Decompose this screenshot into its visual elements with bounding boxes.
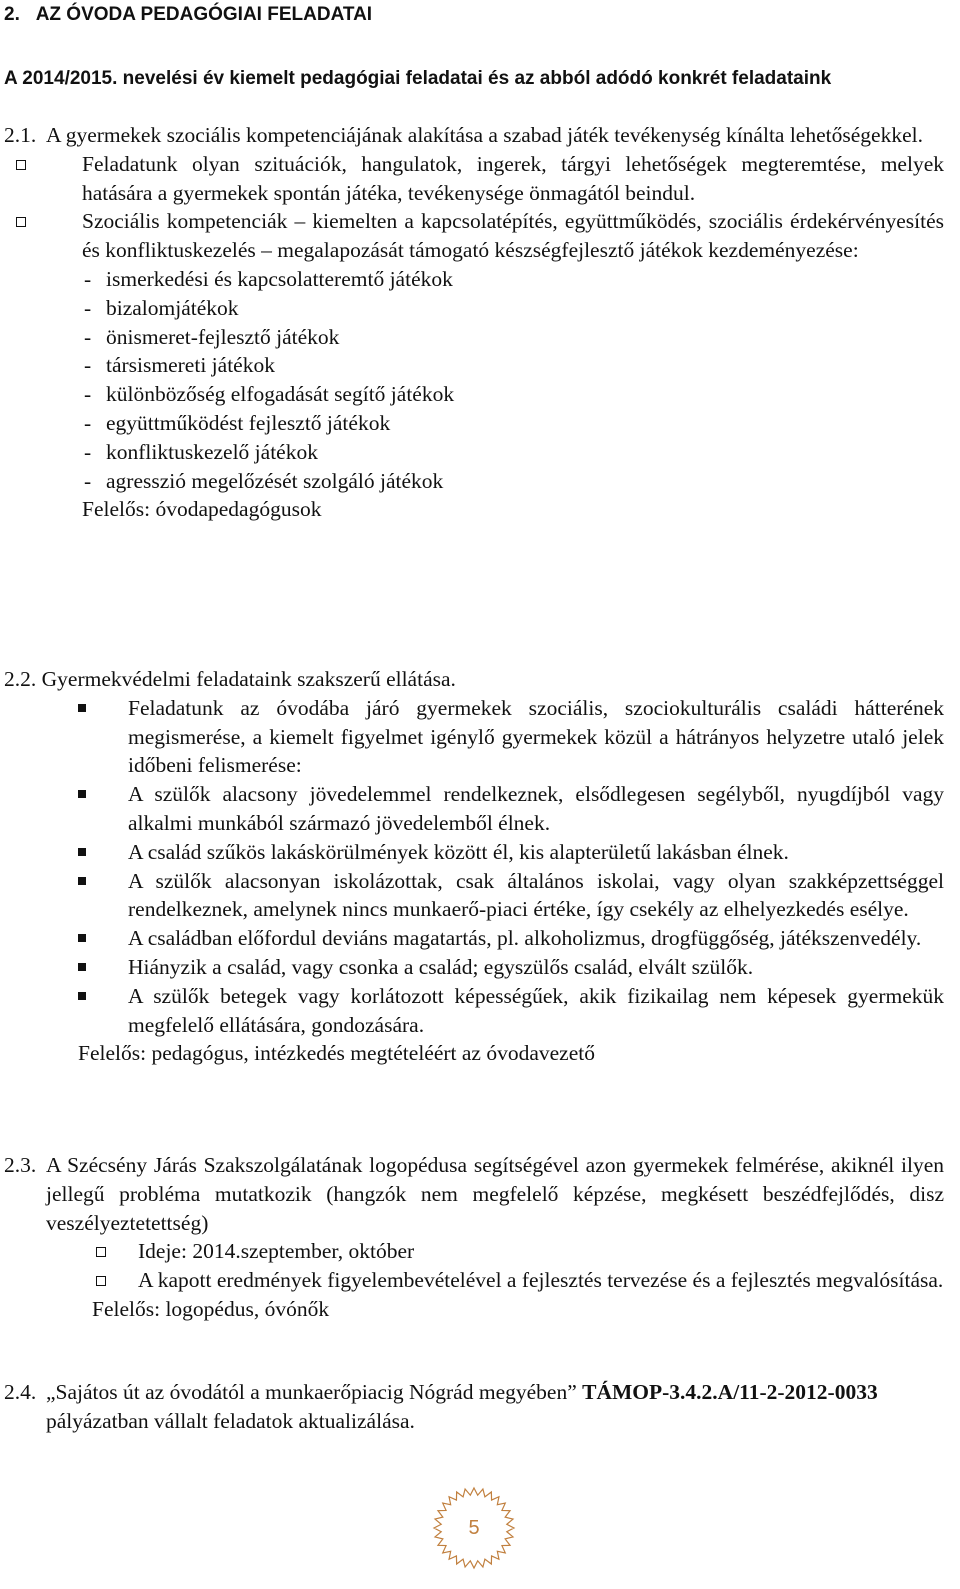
subsection-2-1-bullets — [4, 150, 944, 524]
list-item-text: Ideje: 2014.szeptember, október — [138, 1239, 415, 1264]
project-code: TÁMOP-3.4.2.A/11-2-2012-0033 — [582, 1380, 878, 1404]
subsection-2-4-text — [4, 1378, 944, 1436]
subsection-2-1 — [4, 121, 944, 524]
responsible-line: Felelős: logopédus, óvónők — [92, 1296, 330, 1321]
list-item — [4, 924, 944, 953]
subsection-number: 2.4. — [4, 1380, 37, 1404]
dash-list-item-text: önismeret-fejlesztő játékok — [106, 324, 340, 349]
project-suffix: pályázatban vállalt feladatok aktualizálása. — [46, 1408, 415, 1433]
list-item-text: A család szűkös lakáskörülmények között él, kis alapterületű lakásban élnek. — [128, 839, 789, 864]
list-item — [96, 1237, 944, 1266]
list-item — [4, 982, 944, 1040]
dash-list-item: - együttműködést fejlesztő játékok — [84, 409, 944, 438]
dash-list-item-text: társismereti játékok — [106, 353, 275, 378]
page-number-badge — [432, 1486, 516, 1570]
list-item — [4, 867, 944, 925]
list-item — [4, 694, 944, 780]
section-subtitle: A 2014/2015. nevelési év kiemelt pedagógiai feladatai és az abból adódó konkrét feladataink — [4, 68, 832, 89]
square-bullet-icon — [78, 848, 86, 856]
dash-list-item-text: együttműködést fejlesztő játékok — [106, 410, 391, 435]
subsection-text: A Szécsény Járás Szakszolgálatának logopédusa segítségével azon gyermekek felmérése, akiknél ilyen jellegű probléma mutatkozik (hangzók nem megfelelő képzése, megkésett beszédfejlődés, disz veszélyeztetettség) — [46, 1153, 944, 1235]
list-item-text: A szülők betegek vagy korlátozott képességűek, akik fizikailag nem képesek gyermekük megfelelő ellátására, gondozására. — [128, 983, 944, 1037]
subsection-2-3-heading — [4, 1151, 944, 1237]
list-item — [16, 207, 944, 265]
list-item — [4, 953, 944, 982]
dash-list-item: - ismerkedési és kapcsolatteremtő játékok — [84, 265, 944, 294]
dash-list-item: - konfliktuskezelő játékok — [84, 438, 944, 467]
subsection-number: 2.1. — [4, 123, 37, 147]
project-title: „Sajátos út az óvodától a munkaerőpiacig Nógrád megyében” — [46, 1380, 577, 1404]
dash-list-item-text: különbözőség elfogadását segítő játékok — [106, 382, 455, 407]
list-item-text: Feladatunk az óvodába járó gyermekek szociális, szociokulturális családi hátterének megismerése, a kiemelt figyelmet igénylő gyermekek közül a hátrányos helyzetre utaló jelek időbeni felismerése: — [128, 695, 944, 778]
dash-list-item-text: konfliktuskezelő játékok — [106, 439, 318, 464]
section-title: AZ ÓVODA PEDAGÓGIAI FELADATAI — [35, 4, 373, 25]
list-item — [4, 780, 944, 838]
list-item — [4, 838, 944, 867]
dash-list-item: - önismeret-fejlesztő játékok — [84, 323, 944, 352]
dash-list-item-text: bizalomjátékok — [106, 295, 239, 320]
list-item-text: Szociális kompetenciák – kiemelten a kapcsolatépítés, együttműködés, szociális érdekérvényesítés és konfliktuskezelés – megalapozását támogató készségfejlesztő játékok kezdeményezése: — [82, 209, 944, 263]
page-number: 5 — [468, 1517, 480, 1539]
subsection-2-2-heading: 2.2. Gyermekvédelmi feladataink szakszerű ellátása. — [4, 667, 456, 691]
square-bullet-icon — [78, 704, 86, 712]
subsection-2-2-bullets — [4, 694, 944, 1040]
subsection-2-3 — [4, 1151, 944, 1324]
responsible-line: Felelős: óvodapedagógusok — [82, 497, 322, 522]
dash-list-item: - bizalomjátékok — [84, 294, 944, 323]
list-item-text: A családban előfordul deviáns magatartás, pl. alkoholizmus, drogfüggőség, játékszenvedély. — [128, 926, 922, 951]
checkbox-bullet-icon — [96, 1247, 106, 1257]
subsection-2-1-heading — [4, 121, 944, 150]
subsection-text: A gyermekek szociális kompetenciájának alakítása a szabad játék tevékenység kínálta lehetőségekkel. — [46, 123, 923, 147]
square-bullet-icon — [78, 992, 86, 1000]
subsection-number: 2.3. — [4, 1153, 37, 1177]
list-item-text: A szülők alacsony jövedelemmel rendelkeznek, elsődlegesen segélyből, nyugdíjból vagy alkalmi munkából származó jövedelemből élnek. — [128, 782, 944, 835]
list-item — [96, 1266, 944, 1295]
checkbox-bullet-icon — [16, 160, 26, 170]
dash-list-item-text: agresszió megelőzését szolgáló játékok — [106, 468, 444, 493]
checkbox-bullet-icon — [16, 217, 26, 227]
list-item-text: Feladatunk olyan szituációk, hangulatok, ingerek, tárgyi lehetőségek megteremtése, melyek hatására a gyermekek spontán játéka, tevékenysége önmagától beindul. — [82, 151, 944, 205]
dash-list-item: - társismereti játékok — [84, 351, 944, 380]
subsection-2-2 — [4, 665, 944, 1068]
section-number: 2. — [4, 4, 20, 25]
dash-list-item-text: ismerkedési és kapcsolatteremtő játékok — [106, 266, 453, 291]
square-bullet-icon — [78, 877, 86, 885]
subsection-2-4 — [4, 1378, 944, 1436]
list-item-text: A kapott eredmények figyelembevételével a fejlesztés tervezése és a fejlesztés megvalósítása. — [138, 1268, 944, 1293]
subsection-2-3-bullets — [4, 1237, 944, 1295]
responsible-line: Felelős: pedagógus, intézkedés megtételéért az óvodavezető — [78, 1041, 595, 1066]
checkbox-bullet-icon — [96, 1276, 106, 1286]
list-item-text: A szülők alacsonyan iskolázottak, csak általános iskolai, vagy olyan szakképzettséggel rendelkeznek, amelynek nincs munkaerő-piaci értéke, így csekély az elhelyezkedés esélye. — [128, 868, 944, 922]
section-heading — [4, 4, 946, 26]
list-item — [16, 150, 944, 208]
dash-list — [82, 265, 944, 495]
square-bullet-icon — [78, 963, 86, 971]
square-bullet-icon — [78, 934, 86, 942]
square-bullet-icon — [78, 790, 86, 798]
dash-list-item: - agresszió megelőzését szolgáló játékok — [84, 467, 944, 496]
dash-list-item: - különbözőség elfogadását segítő játékok — [84, 380, 944, 409]
list-item-text: Hiányzik a család, vagy csonka a család; egyszülős család, elvált szülők. — [128, 954, 754, 979]
